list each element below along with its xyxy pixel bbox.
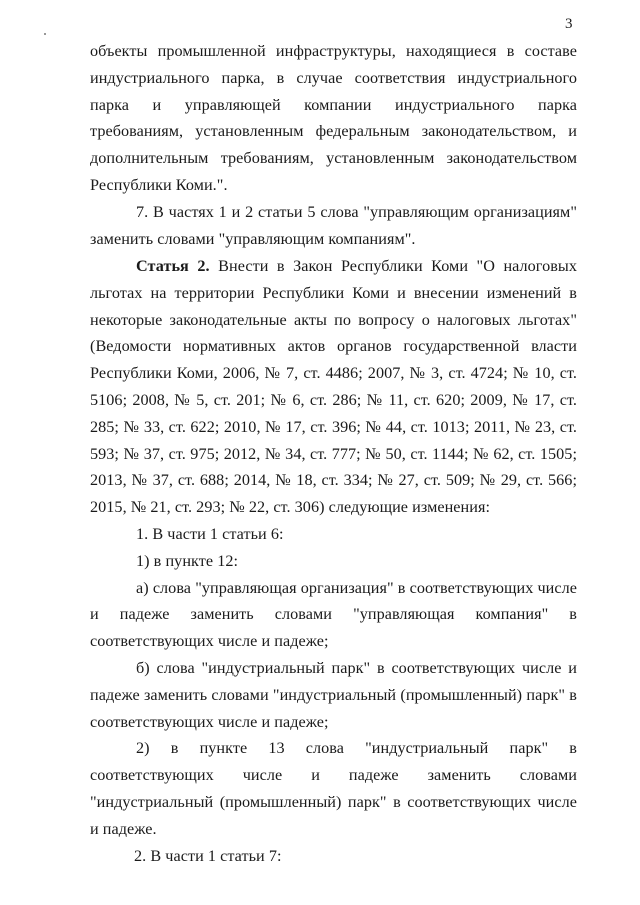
list-item-2: 2. В части 1 статьи 7: xyxy=(134,846,282,865)
list-item-1-2: 2) в пункте 13 слова "индустриальный парк" в соответствующих числе и падеже заменить словами "индустриальный (промышленный) парк" в соответствующих числе и падеже. xyxy=(90,739,577,838)
page-number: 3 xyxy=(565,16,573,32)
document-body-article-2 xyxy=(90,253,577,869)
list-item-1-1: 1) в пункте 12: xyxy=(136,551,239,570)
list-item-1: 1. В части 1 статьи 6: xyxy=(136,524,284,543)
article-2-text: Внести в Закон Республики Коми "О налоговых льготах на территории Республики Коми и внесении изменений в некоторые законодательные акты по вопросу о налоговых льготах" (Ведомости нормативных актов органов государственной власти Республики Коми, 2006, № 7, ст. 4486; 2007, № 3, ст. 4724; № 10, ст. 5106; 2008, № 5, ст. 201; № 6, ст. 286; № 11, ст. 620; 2009, № 17, ст. 285; № 33, ст. 622; 2010, № 17, ст. 396; № 44, ст. 1013; 2011, № 23, ст. 593; № 37, ст. 975; 2012, № 34, ст. 777; № 50, ст. 1144; № 62, ст. 1505; 2013, № 37, ст. 688; 2014, № 18, ст. 334; № 27, ст. 509; № 29, ст. 566; 2015, № 21, ст. 293; № 22, ст. 306) следующие изменения: xyxy=(90,257,577,517)
paragraph-item-7: 7. В частях 1 и 2 статьи 5 слова "управляющим организациям" заменить словами "управляющим компаниям". xyxy=(90,202,577,248)
article-2-label: Статья 2. xyxy=(136,257,210,275)
scan-artifact xyxy=(44,33,46,35)
list-item-1-1-b: б) слова "индустриальный парк" в соответствующих числе и падеже заменить словами "индустриальный (промышленный) парк" в соответствующих числе и падеже; xyxy=(90,658,577,731)
paragraph-continuation: объекты промышленной инфраструктуры, находящиеся в составе индустриального парка, в случае соответствия индустриального парка и управляющей компании индустриального парка требованиям, установленным федеральным законодательством, и дополнительным требованиям, установленным законодательством Республики Коми.". xyxy=(90,42,577,194)
document-body-top xyxy=(90,38,577,252)
list-item-1-1-a: а) слова "управляющая организация" в соответствующих числе и падеже заменить словами "управляющая компания" в соответствующих числе и падеже; xyxy=(90,578,577,651)
article-2-paragraph xyxy=(90,253,577,521)
